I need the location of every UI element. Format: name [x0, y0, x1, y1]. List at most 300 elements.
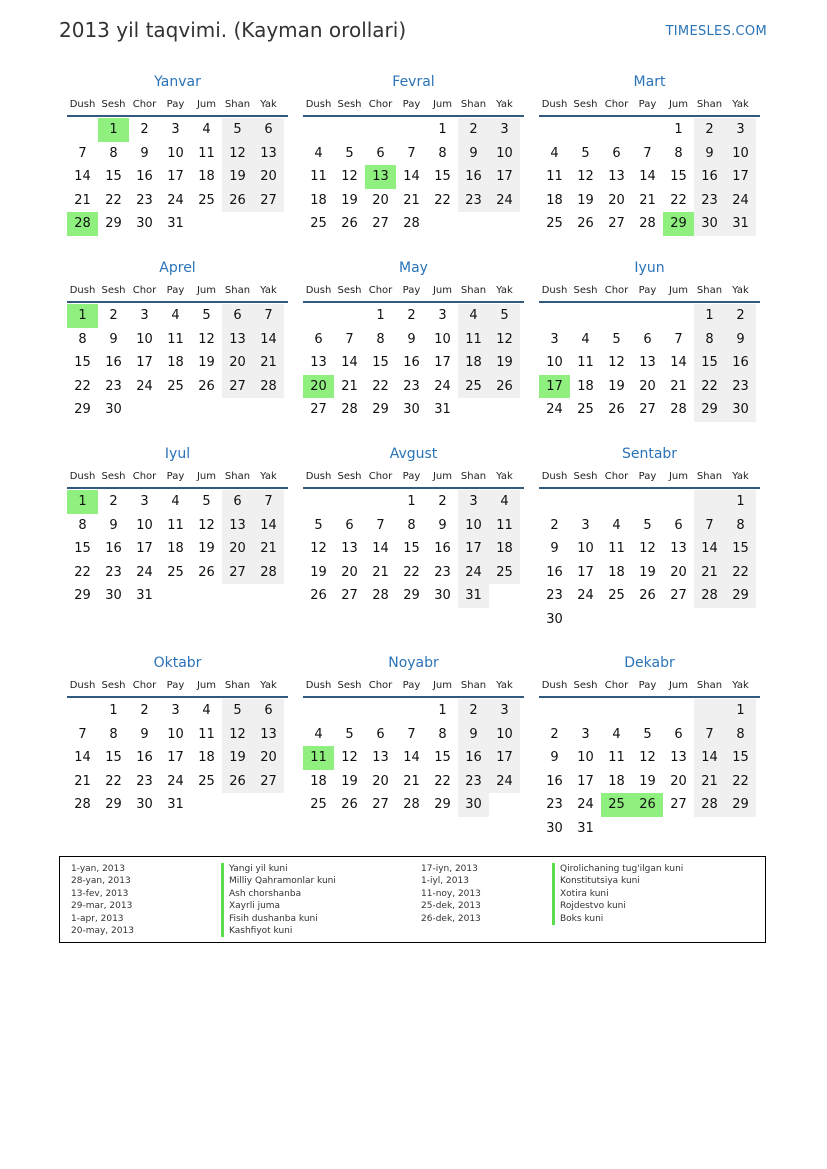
- weekday-label: Pay: [638, 285, 657, 296]
- month-calendar: [303, 72, 524, 258]
- day-cell: 5: [581, 145, 590, 161]
- day-cell: 16: [105, 541, 122, 557]
- day-cell: 26: [489, 375, 520, 399]
- day-cell: 4: [612, 726, 621, 742]
- day-cell: 30: [546, 611, 563, 627]
- day-cell: 25: [489, 561, 520, 585]
- weekday-label: Chor: [132, 99, 157, 110]
- day-cell: 18: [546, 192, 563, 208]
- day-cell: 14: [253, 328, 284, 352]
- day-cell: 3: [438, 308, 447, 323]
- day-cell: 26: [608, 402, 625, 418]
- day-cell: 8: [109, 726, 118, 742]
- empty-day-cell: [725, 608, 756, 632]
- day-cell: 16: [434, 541, 451, 557]
- weekday-label: Dush: [305, 285, 332, 296]
- weekday-label: Chor: [604, 680, 629, 691]
- day-cell: 1: [694, 304, 725, 328]
- day-cell: 16: [546, 773, 563, 789]
- weekday-header: [539, 94, 760, 117]
- empty-day-cell: [458, 212, 489, 236]
- day-cell: 25: [601, 793, 632, 817]
- day-cell: 9: [140, 726, 149, 742]
- day-cell: 21: [670, 378, 687, 394]
- day-cell: 6: [253, 699, 284, 723]
- empty-day-cell: [191, 212, 222, 236]
- empty-day-cell: [191, 584, 222, 608]
- weekday-label: Jum: [432, 680, 453, 691]
- weekday-label: Chor: [368, 99, 393, 110]
- day-cell: 23: [434, 564, 451, 580]
- day-cell: 23: [136, 773, 153, 789]
- weekday-label: Sesh: [101, 471, 126, 482]
- day-cell: 14: [74, 169, 91, 185]
- weekday-label: Yak: [732, 99, 749, 110]
- day-grid: [67, 489, 288, 608]
- day-cell: 12: [608, 355, 625, 371]
- month-name: Mart: [633, 74, 666, 90]
- day-cell: 4: [171, 308, 180, 323]
- day-cell: 22: [105, 773, 122, 789]
- month-name: Aprel: [159, 260, 196, 276]
- legend-names-col-2: [552, 863, 752, 942]
- day-cell: 14: [694, 746, 725, 770]
- weekday-header: [303, 94, 524, 117]
- weekday-label: Chor: [368, 471, 393, 482]
- day-cell: 12: [639, 750, 656, 766]
- day-cell: 6: [222, 490, 253, 514]
- day-cell: 24: [577, 797, 594, 813]
- day-cell: 17: [136, 355, 153, 371]
- day-cell: 25: [198, 192, 215, 208]
- legend-date: 28-yan, 2013: [71, 876, 131, 887]
- day-cell: 17: [167, 169, 184, 185]
- day-cell: 7: [78, 145, 87, 161]
- month-calendar: [539, 444, 760, 653]
- day-cell: 5: [222, 118, 253, 142]
- weekday-header: [67, 94, 288, 117]
- empty-day-cell: [694, 699, 725, 723]
- day-cell: 25: [198, 773, 215, 789]
- day-cell: 23: [546, 797, 563, 813]
- day-cell: 26: [341, 216, 358, 232]
- weekday-label: Sesh: [573, 471, 598, 482]
- day-cell: 24: [489, 770, 520, 794]
- empty-day-cell: [253, 793, 284, 817]
- day-cell: 18: [458, 351, 489, 375]
- day-cell: 3: [140, 308, 149, 323]
- empty-day-cell: [67, 118, 98, 142]
- day-cell: 2: [140, 703, 149, 718]
- day-cell: 26: [198, 378, 215, 394]
- day-cell: 21: [372, 564, 389, 580]
- day-cell: 11: [167, 331, 184, 347]
- legend-names-col-1: [221, 863, 421, 942]
- day-cell: 11: [546, 169, 563, 185]
- day-grid: [539, 489, 760, 632]
- day-cell: 21: [74, 773, 91, 789]
- day-cell: 23: [546, 588, 563, 604]
- day-cell: 26: [198, 564, 215, 580]
- day-grid: [539, 117, 760, 236]
- empty-day-cell: [365, 118, 396, 142]
- day-cell: 23: [403, 378, 420, 394]
- day-cell: 21: [694, 770, 725, 794]
- day-cell: 30: [694, 212, 725, 236]
- day-cell: 17: [167, 750, 184, 766]
- weekday-label: Shan: [224, 471, 251, 482]
- day-cell: 19: [222, 165, 253, 189]
- brand-link[interactable]: TIMESLES.COM: [665, 24, 767, 39]
- day-cell: 9: [438, 517, 447, 533]
- day-cell: 3: [489, 118, 520, 142]
- day-cell: 7: [694, 514, 725, 538]
- weekday-label: Pay: [402, 99, 421, 110]
- day-cell: 4: [458, 304, 489, 328]
- day-cell: 7: [345, 331, 354, 347]
- weekday-label: Yak: [732, 285, 749, 296]
- day-cell: 7: [253, 490, 284, 514]
- day-cell: 4: [314, 726, 323, 742]
- day-cell: 8: [407, 517, 416, 533]
- empty-day-cell: [632, 608, 663, 632]
- day-cell: 1: [674, 122, 683, 137]
- weekday-label: Jum: [432, 285, 453, 296]
- day-cell: 19: [341, 773, 358, 789]
- day-cell: 13: [222, 328, 253, 352]
- day-cell: 10: [577, 750, 594, 766]
- empty-day-cell: [694, 608, 725, 632]
- day-cell: 9: [458, 142, 489, 166]
- empty-day-cell: [427, 212, 458, 236]
- day-cell: 22: [74, 564, 91, 580]
- day-cell: 19: [608, 378, 625, 394]
- day-cell: 22: [694, 375, 725, 399]
- weekday-label: Jum: [432, 471, 453, 482]
- day-cell: 27: [372, 797, 389, 813]
- legend-holiday-name: Konstitutsiya kuni: [552, 875, 752, 887]
- day-cell: 19: [489, 351, 520, 375]
- legend-holiday-name: Fisih dushanba kuni: [221, 913, 421, 925]
- weekday-header: [67, 675, 288, 698]
- legend-holiday-name: Ash chorshanba: [221, 888, 421, 900]
- day-cell: 8: [78, 517, 87, 533]
- day-cell: 18: [608, 564, 625, 580]
- day-cell: 29: [74, 588, 91, 604]
- empty-day-cell: [489, 398, 520, 422]
- day-cell: 19: [222, 746, 253, 770]
- day-cell: 16: [546, 564, 563, 580]
- empty-day-cell: [489, 584, 520, 608]
- empty-day-cell: [632, 490, 663, 514]
- day-cell: 10: [167, 145, 184, 161]
- day-cell: 7: [78, 726, 87, 742]
- weekday-label: Sesh: [337, 285, 362, 296]
- day-cell: 20: [222, 537, 253, 561]
- day-cell: 3: [458, 490, 489, 514]
- day-cell: 21: [694, 561, 725, 585]
- day-cell: 30: [403, 402, 420, 418]
- day-cell: 3: [550, 331, 559, 347]
- day-cell: 27: [253, 189, 284, 213]
- empty-day-cell: [222, 793, 253, 817]
- empty-day-cell: [570, 304, 601, 328]
- day-cell: 12: [639, 541, 656, 557]
- weekday-label: Chor: [604, 99, 629, 110]
- day-cell: 26: [310, 588, 327, 604]
- day-cell: 16: [458, 165, 489, 189]
- empty-day-cell: [601, 608, 632, 632]
- day-cell: 11: [608, 541, 625, 557]
- day-cell: 27: [639, 402, 656, 418]
- empty-day-cell: [489, 793, 520, 817]
- day-cell: 26: [341, 797, 358, 813]
- day-cell: 8: [725, 514, 756, 538]
- day-cell: 23: [725, 375, 756, 399]
- empty-day-cell: [334, 490, 365, 514]
- day-cell: 5: [612, 331, 621, 347]
- day-cell: 5: [314, 517, 323, 533]
- day-cell: 10: [577, 541, 594, 557]
- day-cell: 19: [198, 541, 215, 557]
- day-cell: 30: [136, 216, 153, 232]
- day-cell: 24: [458, 561, 489, 585]
- month-name: Oktabr: [153, 655, 202, 671]
- day-cell: 14: [639, 169, 656, 185]
- day-cell: 16: [403, 355, 420, 371]
- day-cell: 15: [434, 750, 451, 766]
- day-cell: 10: [167, 726, 184, 742]
- day-cell: 27: [222, 375, 253, 399]
- day-grid: [67, 303, 288, 422]
- weekday-label: Dush: [69, 680, 96, 691]
- day-cell: 6: [253, 118, 284, 142]
- empty-day-cell: [570, 699, 601, 723]
- weekday-label: Chor: [604, 471, 629, 482]
- day-cell: 24: [136, 564, 153, 580]
- day-cell: 9: [725, 328, 756, 352]
- day-cell: 23: [105, 378, 122, 394]
- day-cell: 5: [202, 308, 211, 323]
- weekday-label: Shan: [696, 680, 723, 691]
- weekday-header: [539, 675, 760, 698]
- month-name: May: [399, 260, 428, 276]
- weekday-label: Yak: [496, 471, 513, 482]
- weekday-label: Dush: [541, 285, 568, 296]
- weekday-label: Chor: [368, 285, 393, 296]
- empty-day-cell: [67, 699, 98, 723]
- legend-holiday-name: Milliy Qahramonlar kuni: [221, 875, 421, 887]
- day-cell: 17: [434, 355, 451, 371]
- day-cell: 26: [632, 793, 663, 817]
- day-cell: 31: [167, 216, 184, 232]
- empty-day-cell: [570, 490, 601, 514]
- weekday-label: Pay: [638, 471, 657, 482]
- day-cell: 8: [674, 145, 683, 161]
- day-cell: 12: [341, 750, 358, 766]
- day-cell: 21: [403, 192, 420, 208]
- empty-day-cell: [570, 118, 601, 142]
- empty-day-cell: [632, 817, 663, 841]
- day-cell: 6: [674, 517, 683, 533]
- day-cell: 11: [458, 328, 489, 352]
- weekday-label: Sesh: [101, 680, 126, 691]
- day-cell: 5: [345, 145, 354, 161]
- weekday-label: Yak: [260, 680, 277, 691]
- day-cell: 12: [489, 328, 520, 352]
- day-grid: [539, 303, 760, 422]
- empty-day-cell: [663, 699, 694, 723]
- day-cell: 20: [639, 378, 656, 394]
- day-cell: 13: [670, 750, 687, 766]
- weekday-label: Jum: [196, 680, 217, 691]
- weekday-label: Pay: [166, 680, 185, 691]
- day-cell: 15: [105, 750, 122, 766]
- day-cell: 18: [167, 541, 184, 557]
- empty-day-cell: [601, 817, 632, 841]
- day-cell: 22: [403, 564, 420, 580]
- empty-day-cell: [601, 699, 632, 723]
- weekday-label: Dush: [305, 99, 332, 110]
- day-cell: 20: [372, 192, 389, 208]
- day-cell: 1: [725, 699, 756, 723]
- day-cell: 12: [222, 723, 253, 747]
- empty-day-cell: [725, 817, 756, 841]
- weekday-label: Dush: [69, 99, 96, 110]
- day-cell: 8: [438, 726, 447, 742]
- day-cell: 1: [407, 494, 416, 509]
- legend-holiday-name: Kashfiyot kuni: [221, 925, 421, 937]
- day-cell: 10: [725, 142, 756, 166]
- day-cell: 7: [407, 145, 416, 161]
- day-cell: 17: [489, 746, 520, 770]
- day-cell: 26: [222, 770, 253, 794]
- weekday-label: Shan: [696, 471, 723, 482]
- day-cell: 30: [136, 797, 153, 813]
- day-cell: 24: [546, 402, 563, 418]
- day-cell: 8: [438, 145, 447, 161]
- day-cell: 1: [376, 308, 385, 323]
- day-cell: 30: [105, 402, 122, 418]
- day-cell: 15: [725, 746, 756, 770]
- day-cell: 17: [577, 773, 594, 789]
- day-cell: 18: [310, 192, 327, 208]
- day-cell: 27: [222, 561, 253, 585]
- weekday-label: Sesh: [337, 680, 362, 691]
- legend-dates-col-1: [71, 863, 221, 942]
- empty-day-cell: [458, 398, 489, 422]
- day-cell: 30: [458, 793, 489, 817]
- day-cell: 20: [341, 564, 358, 580]
- empty-day-cell: [539, 490, 570, 514]
- day-cell: 25: [577, 402, 594, 418]
- weekday-label: Dush: [541, 680, 568, 691]
- day-cell: 20: [303, 375, 334, 399]
- day-cell: 29: [372, 402, 389, 418]
- day-cell: 17: [725, 165, 756, 189]
- day-cell: 18: [198, 169, 215, 185]
- day-cell: 28: [403, 216, 420, 232]
- day-cell: 5: [643, 517, 652, 533]
- day-cell: 9: [109, 517, 118, 533]
- empty-day-cell: [303, 699, 334, 723]
- day-cell: 21: [74, 192, 91, 208]
- day-cell: 22: [725, 770, 756, 794]
- empty-day-cell: [222, 584, 253, 608]
- legend-date: 1-apr, 2013: [71, 913, 124, 924]
- month-name: Yanvar: [154, 74, 201, 90]
- weekday-label: Pay: [166, 471, 185, 482]
- day-cell: 26: [639, 588, 656, 604]
- empty-day-cell: [222, 398, 253, 422]
- weekday-label: Pay: [166, 285, 185, 296]
- day-grid: [303, 117, 524, 236]
- weekday-label: Sesh: [101, 285, 126, 296]
- weekday-label: Yak: [260, 285, 277, 296]
- weekday-label: Yak: [732, 680, 749, 691]
- day-cell: 6: [314, 331, 323, 347]
- day-cell: 25: [310, 216, 327, 232]
- empty-day-cell: [303, 304, 334, 328]
- day-cell: 3: [581, 517, 590, 533]
- weekday-label: Sesh: [101, 99, 126, 110]
- legend-date: 1-yan, 2013: [71, 864, 125, 874]
- weekday-label: Yak: [496, 680, 513, 691]
- day-cell: 9: [694, 142, 725, 166]
- day-grid: [67, 698, 288, 817]
- weekday-label: Jum: [668, 285, 689, 296]
- weekday-header: [539, 280, 760, 303]
- day-cell: 6: [376, 145, 385, 161]
- day-cell: 24: [577, 588, 594, 604]
- weekday-label: Jum: [668, 99, 689, 110]
- day-cell: 20: [253, 746, 284, 770]
- day-cell: 2: [458, 699, 489, 723]
- weekday-label: Sesh: [337, 99, 362, 110]
- day-cell: 29: [434, 797, 451, 813]
- legend-date: 13-fev, 2013: [71, 888, 129, 899]
- day-cell: 4: [202, 703, 211, 718]
- empty-day-cell: [601, 304, 632, 328]
- weekday-label: Yak: [260, 471, 277, 482]
- day-cell: 2: [109, 494, 118, 509]
- legend-date: 29-mar, 2013: [71, 901, 133, 912]
- day-cell: 28: [74, 797, 91, 813]
- day-cell: 13: [310, 355, 327, 371]
- day-cell: 9: [458, 723, 489, 747]
- day-cell: 23: [105, 564, 122, 580]
- day-cell: 31: [725, 212, 756, 236]
- weekday-label: Pay: [402, 680, 421, 691]
- day-cell: 11: [608, 750, 625, 766]
- day-cell: 6: [612, 145, 621, 161]
- empty-day-cell: [663, 490, 694, 514]
- day-cell: 27: [608, 216, 625, 232]
- day-cell: 7: [407, 726, 416, 742]
- empty-day-cell: [191, 793, 222, 817]
- weekday-label: Dush: [305, 471, 332, 482]
- day-cell: 4: [612, 517, 621, 533]
- month-name: Dekabr: [624, 655, 675, 671]
- day-cell: 6: [222, 304, 253, 328]
- day-cell: 15: [725, 537, 756, 561]
- day-cell: 3: [171, 122, 180, 137]
- empty-day-cell: [160, 398, 191, 422]
- empty-day-cell: [303, 118, 334, 142]
- empty-day-cell: [191, 398, 222, 422]
- empty-day-cell: [632, 699, 663, 723]
- day-cell: 27: [310, 402, 327, 418]
